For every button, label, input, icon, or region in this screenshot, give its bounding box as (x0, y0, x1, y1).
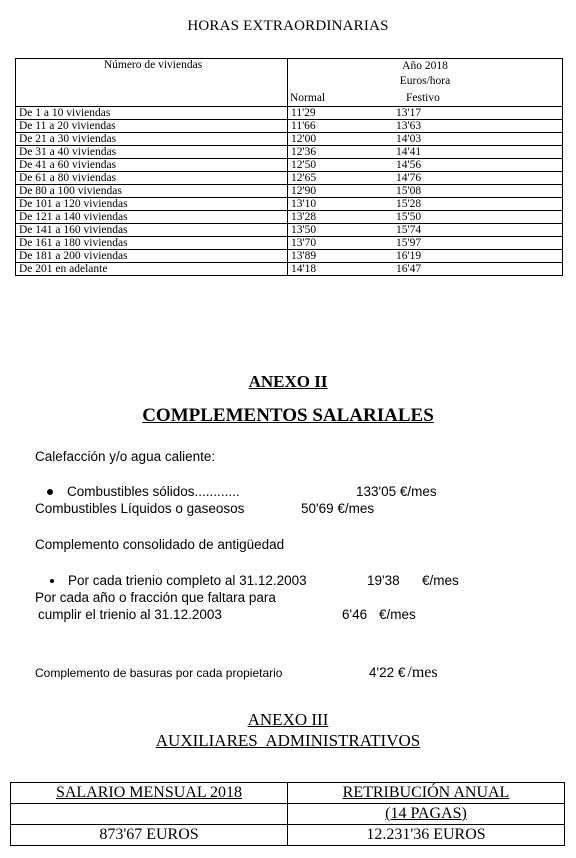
rate-cell (288, 120, 563, 133)
year-fraction-line2: cumplir el trienio al 31.12.2003 (38, 607, 222, 622)
normal-rate: 12'50 (291, 159, 317, 171)
table-row (16, 185, 563, 198)
table-row (16, 159, 563, 172)
solid-fuel-value: 133'05 €/mes (356, 484, 437, 499)
rate-cell (288, 211, 563, 224)
rate-cell (288, 185, 563, 198)
monthly-salary-value: 873'67 EUROS (11, 825, 288, 846)
normal-rate: 12'00 (291, 133, 317, 145)
empty-cell (11, 804, 288, 825)
solid-fuel-label: Combustibles sólidos............ (67, 484, 240, 499)
housing-range-cell: De 1 a 10 viviendas (16, 107, 288, 120)
triennium-unit: €/mes (422, 573, 459, 588)
triennium-label: Por cada trienio completo al 31.12.2003 (68, 573, 307, 588)
table-row (16, 120, 563, 133)
normal-rate: 13'70 (291, 237, 317, 249)
monthly-salary-header (11, 783, 288, 804)
festivo-rate: 16'47 (396, 263, 422, 275)
festivo-rate: 15'08 (396, 185, 422, 197)
housing-range-cell: De 121 a 140 viviendas (16, 211, 288, 224)
normal-rate: 13'89 (291, 250, 317, 262)
festivo-rate: 14'76 (396, 172, 422, 184)
festivo-rate: 15'28 (396, 198, 422, 210)
festivo-header: Festivo (406, 92, 440, 104)
annex2-title: ANEXO II (248, 372, 328, 391)
festivo-rate: 14'41 (396, 146, 422, 158)
festivo-rate: 13'63 (396, 120, 422, 132)
salary-values-row (11, 825, 565, 846)
table-row (16, 172, 563, 185)
normal-rate: 11'29 (291, 107, 316, 119)
normal-rate: 12'90 (291, 185, 317, 197)
rate-cell (288, 237, 563, 250)
overtime-title: HORAS EXTRAORDINARIAS (187, 18, 389, 34)
housing-range-cell: De 21 a 30 viviendas (16, 133, 288, 146)
normal-rate: 12'65 (291, 172, 317, 184)
overtime-header-row (16, 59, 563, 107)
rate-cell (288, 250, 563, 263)
solid-fuel-item (47, 484, 240, 499)
table-row (16, 250, 563, 263)
annex3-subtitle: AUXILIARES ADMINISTRATIVOS (155, 731, 421, 750)
festivo-rate: 16'19 (396, 250, 422, 262)
salary-table (10, 782, 565, 846)
liquid-fuel-value: 50'69 €/mes (301, 501, 375, 516)
housing-range-cell: De 201 en adelante (16, 263, 288, 276)
table-row (16, 146, 563, 159)
housing-range-cell: De 31 a 40 viviendas (16, 146, 288, 159)
heating-label: Calefacción y/o agua caliente: (35, 449, 216, 464)
housing-range-cell: De 101 a 120 viviendas (16, 198, 288, 211)
year-fraction-line1: Por cada año o fracción que faltara para (35, 590, 276, 605)
rate-cell (288, 159, 563, 172)
annual-pay-value: 12.231'36 EUROS (288, 825, 565, 846)
garbage-label: Complemento de basuras por cada propietario (35, 666, 283, 680)
garbage-amount: 4'22 € (369, 665, 406, 680)
housing-range-cell: De 141 a 160 viviendas (16, 224, 288, 237)
normal-rate: 14'18 (291, 263, 317, 275)
normal-rate: 12'36 (291, 146, 317, 158)
festivo-rate: 14'56 (396, 159, 422, 171)
housing-range-cell: De 181 a 200 viviendas (16, 250, 288, 263)
housing-range-cell: De 41 a 60 viviendas (16, 159, 288, 172)
rate-cell (288, 263, 563, 276)
normal-header: Normal (290, 92, 326, 104)
col-year-header (288, 59, 563, 107)
rate-cell (288, 224, 563, 237)
normal-rate: 13'10 (291, 198, 317, 210)
annual-pay-header (288, 783, 565, 804)
rate-cell (288, 107, 563, 120)
year-label: Año 2018 (402, 60, 448, 72)
table-row (16, 211, 563, 224)
year-fraction-value: 6'46 (342, 607, 368, 622)
unit-label: Euros/hora (399, 75, 451, 87)
table-row (16, 263, 563, 276)
annex2-subtitle: COMPLEMENTOS SALARIALES (142, 405, 434, 426)
seniority-label: Complemento consolidado de antigüedad (35, 537, 285, 552)
normal-rate: 13'50 (291, 224, 317, 236)
salary-header-row (11, 783, 565, 804)
rate-cell (288, 198, 563, 211)
salary-header-row-2 (11, 804, 565, 825)
table-row (16, 237, 563, 250)
triennium-item (50, 573, 307, 588)
garbage-unit: /mes (407, 664, 438, 681)
garbage-value (369, 664, 438, 682)
bullet-icon (50, 579, 54, 583)
festivo-rate: 15'50 (396, 211, 422, 223)
bullet-icon (47, 489, 53, 495)
liquid-fuel-label: Combustibles Líquidos o gaseosos (35, 501, 245, 516)
normal-rate: 11'66 (291, 120, 316, 132)
housing-range-cell: De 61 a 80 viviendas (16, 172, 288, 185)
festivo-rate: 15'97 (396, 237, 422, 249)
annual-pay-subheader-text: (14 PAGAS) (385, 805, 467, 822)
table-row (16, 107, 563, 120)
triennium-value: 19'38 (367, 573, 400, 588)
annual-pay-header-text: RETRIBUCIÓN ANUAL (342, 784, 510, 801)
housing-range-cell: De 80 a 100 viviendas (16, 185, 288, 198)
annex3-title: ANEXO III (247, 710, 329, 729)
festivo-rate: 14'03 (396, 133, 422, 145)
col-housing-header: Número de viviendas (16, 59, 288, 107)
normal-rate: 13'28 (291, 211, 317, 223)
rate-cell (288, 133, 563, 146)
housing-range-cell: De 161 a 180 viviendas (16, 237, 288, 250)
festivo-rate: 15'74 (396, 224, 422, 236)
overtime-table (15, 58, 563, 276)
monthly-salary-header-text: SALARIO MENSUAL 2018 (55, 784, 243, 801)
rate-cell (288, 172, 563, 185)
table-row (16, 133, 563, 146)
festivo-rate: 13'17 (396, 107, 422, 119)
housing-range-cell: De 11 a 20 viviendas (16, 120, 288, 133)
table-row (16, 224, 563, 237)
table-row (16, 198, 563, 211)
annual-pay-subheader (288, 804, 565, 825)
year-fraction-unit: €/mes (379, 607, 416, 622)
rate-cell (288, 146, 563, 159)
